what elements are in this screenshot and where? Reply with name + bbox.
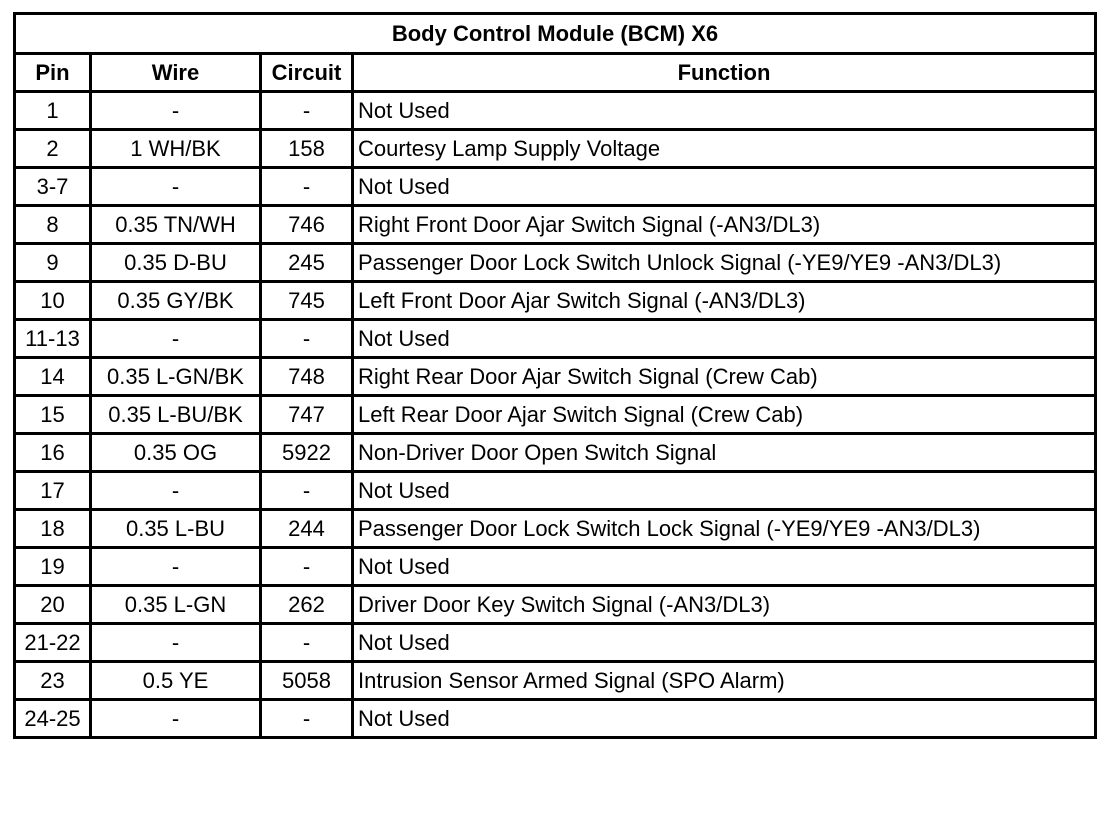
circuit-cell: 745 <box>261 282 353 320</box>
table-row <box>15 624 1096 662</box>
circuit-cell: 747 <box>261 396 353 434</box>
function-cell: Not Used <box>353 92 1096 130</box>
function-cell: Passenger Door Lock Switch Unlock Signal (-YE9/YE9 -AN3/DL3) <box>353 244 1096 282</box>
function-cell: Not Used <box>353 320 1096 358</box>
table-title: Body Control Module (BCM) X6 <box>15 14 1096 54</box>
circuit-cell: - <box>261 320 353 358</box>
circuit-cell: 262 <box>261 586 353 624</box>
function-cell: Not Used <box>353 168 1096 206</box>
pin-cell: 9 <box>15 244 91 282</box>
wire-cell: 0.35 L-GN/BK <box>91 358 261 396</box>
wire-cell: - <box>91 624 261 662</box>
function-cell: Passenger Door Lock Switch Lock Signal (-YE9/YE9 -AN3/DL3) <box>353 510 1096 548</box>
wire-cell: 0.5 YE <box>91 662 261 700</box>
circuit-cell: - <box>261 168 353 206</box>
circuit-cell: 746 <box>261 206 353 244</box>
pin-cell: 16 <box>15 434 91 472</box>
header-wire: Wire <box>91 54 261 92</box>
connector-pinout-table-container <box>13 12 1094 739</box>
function-cell: Left Front Door Ajar Switch Signal (-AN3/DL3) <box>353 282 1096 320</box>
pin-cell: 24-25 <box>15 700 91 738</box>
wire-cell: 0.35 L-GN <box>91 586 261 624</box>
pin-cell: 19 <box>15 548 91 586</box>
wire-cell: - <box>91 548 261 586</box>
circuit-cell: - <box>261 548 353 586</box>
pin-cell: 18 <box>15 510 91 548</box>
table-row <box>15 700 1096 738</box>
function-cell: Right Front Door Ajar Switch Signal (-AN3/DL3) <box>353 206 1096 244</box>
pin-cell: 17 <box>15 472 91 510</box>
table-row <box>15 472 1096 510</box>
function-cell: Not Used <box>353 472 1096 510</box>
table-row <box>15 510 1096 548</box>
wire-cell: - <box>91 168 261 206</box>
function-cell: Intrusion Sensor Armed Signal (SPO Alarm) <box>353 662 1096 700</box>
connector-pinout-table <box>13 12 1097 739</box>
table-row <box>15 548 1096 586</box>
wire-cell: 0.35 OG <box>91 434 261 472</box>
circuit-cell: - <box>261 472 353 510</box>
table-row <box>15 168 1096 206</box>
table-row <box>15 358 1096 396</box>
table-title-row <box>15 14 1096 54</box>
function-cell: Courtesy Lamp Supply Voltage <box>353 130 1096 168</box>
pin-cell: 21-22 <box>15 624 91 662</box>
circuit-cell: - <box>261 700 353 738</box>
table-row <box>15 396 1096 434</box>
pin-cell: 10 <box>15 282 91 320</box>
function-cell: Non-Driver Door Open Switch Signal <box>353 434 1096 472</box>
pin-cell: 2 <box>15 130 91 168</box>
wire-cell: - <box>91 320 261 358</box>
function-cell: Not Used <box>353 700 1096 738</box>
pin-cell: 11-13 <box>15 320 91 358</box>
table-row <box>15 586 1096 624</box>
table-row <box>15 662 1096 700</box>
circuit-cell: 748 <box>261 358 353 396</box>
function-cell: Left Rear Door Ajar Switch Signal (Crew Cab) <box>353 396 1096 434</box>
wire-cell: - <box>91 92 261 130</box>
table-row <box>15 206 1096 244</box>
wire-cell: 1 WH/BK <box>91 130 261 168</box>
circuit-cell: - <box>261 92 353 130</box>
header-function: Function <box>353 54 1096 92</box>
circuit-cell: 158 <box>261 130 353 168</box>
circuit-cell: 5058 <box>261 662 353 700</box>
wire-cell: 0.35 L-BU/BK <box>91 396 261 434</box>
pin-cell: 14 <box>15 358 91 396</box>
table-body <box>15 92 1096 738</box>
table-row <box>15 92 1096 130</box>
table-row <box>15 320 1096 358</box>
pin-cell: 3-7 <box>15 168 91 206</box>
table-row <box>15 434 1096 472</box>
wire-cell: 0.35 D-BU <box>91 244 261 282</box>
function-cell: Right Rear Door Ajar Switch Signal (Crew Cab) <box>353 358 1096 396</box>
wire-cell: - <box>91 700 261 738</box>
wire-cell: 0.35 L-BU <box>91 510 261 548</box>
pin-cell: 1 <box>15 92 91 130</box>
function-cell: Not Used <box>353 624 1096 662</box>
table-row <box>15 282 1096 320</box>
pin-cell: 8 <box>15 206 91 244</box>
pin-cell: 20 <box>15 586 91 624</box>
table-row <box>15 130 1096 168</box>
header-circuit: Circuit <box>261 54 353 92</box>
header-pin: Pin <box>15 54 91 92</box>
wire-cell: 0.35 GY/BK <box>91 282 261 320</box>
function-cell: Not Used <box>353 548 1096 586</box>
circuit-cell: - <box>261 624 353 662</box>
circuit-cell: 244 <box>261 510 353 548</box>
pin-cell: 15 <box>15 396 91 434</box>
wire-cell: 0.35 TN/WH <box>91 206 261 244</box>
circuit-cell: 5922 <box>261 434 353 472</box>
function-cell: Driver Door Key Switch Signal (-AN3/DL3) <box>353 586 1096 624</box>
table-header-row <box>15 54 1096 92</box>
pin-cell: 23 <box>15 662 91 700</box>
circuit-cell: 245 <box>261 244 353 282</box>
table-row <box>15 244 1096 282</box>
wire-cell: - <box>91 472 261 510</box>
